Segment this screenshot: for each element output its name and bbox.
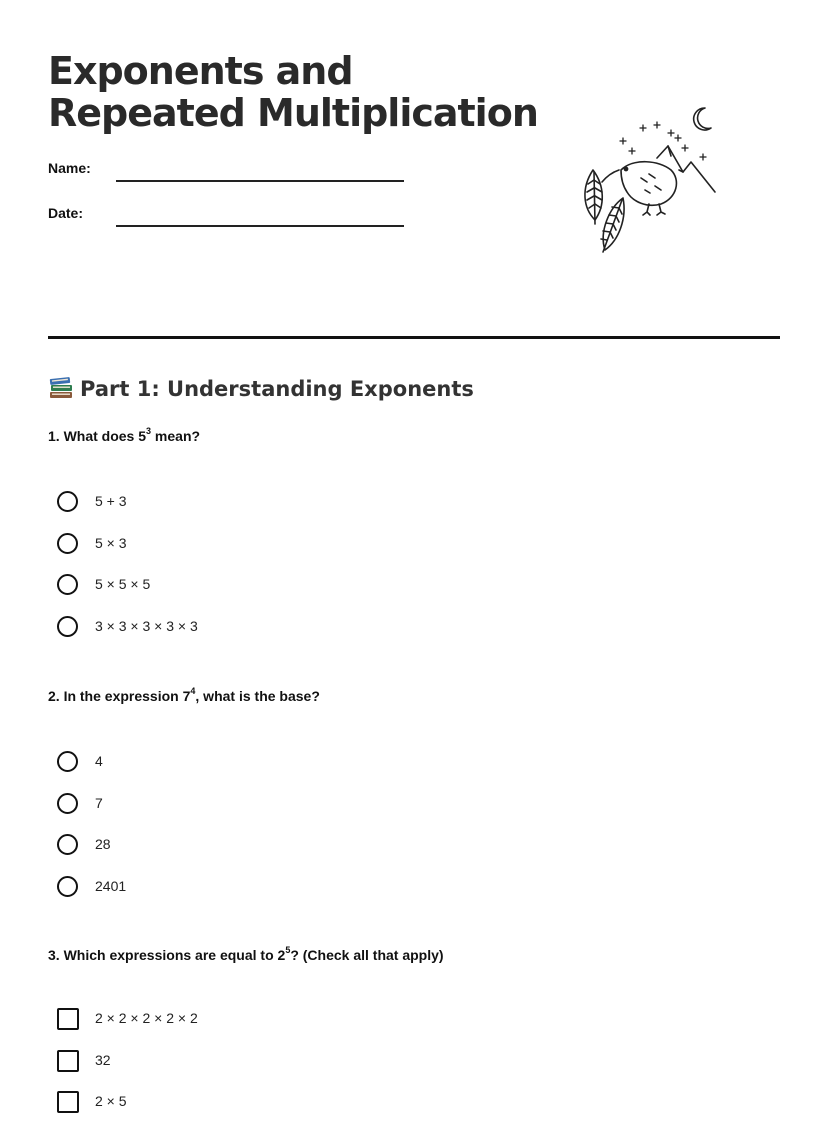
question-1 bbox=[48, 428, 200, 444]
kiwi-bird-mountain-illustration bbox=[575, 100, 725, 255]
question-1-suffix: mean? bbox=[151, 428, 201, 444]
title-line-2: Repeated Multiplication bbox=[48, 91, 538, 135]
option-label: 5 × 5 × 5 bbox=[95, 576, 151, 592]
date-label: Date: bbox=[48, 205, 84, 221]
name-line[interactable] bbox=[116, 180, 404, 182]
question-2-prefix: 2. In the expression 7 bbox=[48, 688, 191, 704]
worksheet-title bbox=[48, 50, 538, 134]
question-1-exponent: 3 bbox=[146, 426, 152, 437]
radio-button[interactable] bbox=[57, 533, 78, 554]
option-label: 2401 bbox=[95, 877, 127, 894]
question-3-prefix: 3. Which expressions are equal to 2 bbox=[48, 947, 286, 963]
books-icon bbox=[48, 376, 74, 400]
part-1-heading-text: Part 1: Understanding Exponents bbox=[80, 377, 474, 401]
question-2-suffix: , what is the base? bbox=[195, 688, 320, 704]
name-field[interactable] bbox=[48, 160, 408, 186]
question-3-suffix: ? (Check all that apply) bbox=[290, 947, 444, 963]
date-line[interactable] bbox=[116, 225, 404, 227]
question-1-prefix: 1. What does 5 bbox=[48, 428, 147, 444]
radio-button[interactable] bbox=[57, 876, 78, 897]
question-3-exponent: 5 bbox=[285, 945, 291, 956]
question-2 bbox=[48, 688, 320, 704]
checkbox[interactable] bbox=[57, 1091, 79, 1113]
option-label: 3 × 3 × 3 × 3 × 3 bbox=[95, 617, 198, 634]
radio-button[interactable] bbox=[57, 793, 78, 814]
title-line-1: Exponents and bbox=[48, 49, 353, 93]
question-3 bbox=[48, 947, 444, 963]
radio-button[interactable] bbox=[57, 834, 78, 855]
checkbox[interactable] bbox=[57, 1008, 79, 1030]
option-label: 5 + 3 bbox=[95, 493, 127, 509]
checkbox[interactable] bbox=[57, 1050, 79, 1072]
radio-button[interactable] bbox=[57, 574, 78, 595]
radio-button[interactable] bbox=[57, 751, 78, 772]
option-label: 4 bbox=[95, 753, 103, 769]
name-label: Name: bbox=[48, 160, 91, 176]
part-1-heading bbox=[48, 374, 474, 404]
option-label: 32 bbox=[95, 1051, 111, 1068]
option-label: 2 × 2 × 2 × 2 × 2 bbox=[95, 1010, 198, 1026]
section-divider bbox=[48, 336, 780, 339]
date-field[interactable] bbox=[48, 205, 408, 231]
radio-button[interactable] bbox=[57, 616, 78, 637]
radio-button[interactable] bbox=[57, 491, 78, 512]
question-2-exponent: 4 bbox=[190, 686, 196, 697]
option-label: 28 bbox=[95, 836, 111, 852]
option-label: 5 × 3 bbox=[95, 534, 127, 551]
option-label: 7 bbox=[95, 794, 103, 811]
option-label: 2 × 5 bbox=[95, 1093, 127, 1109]
